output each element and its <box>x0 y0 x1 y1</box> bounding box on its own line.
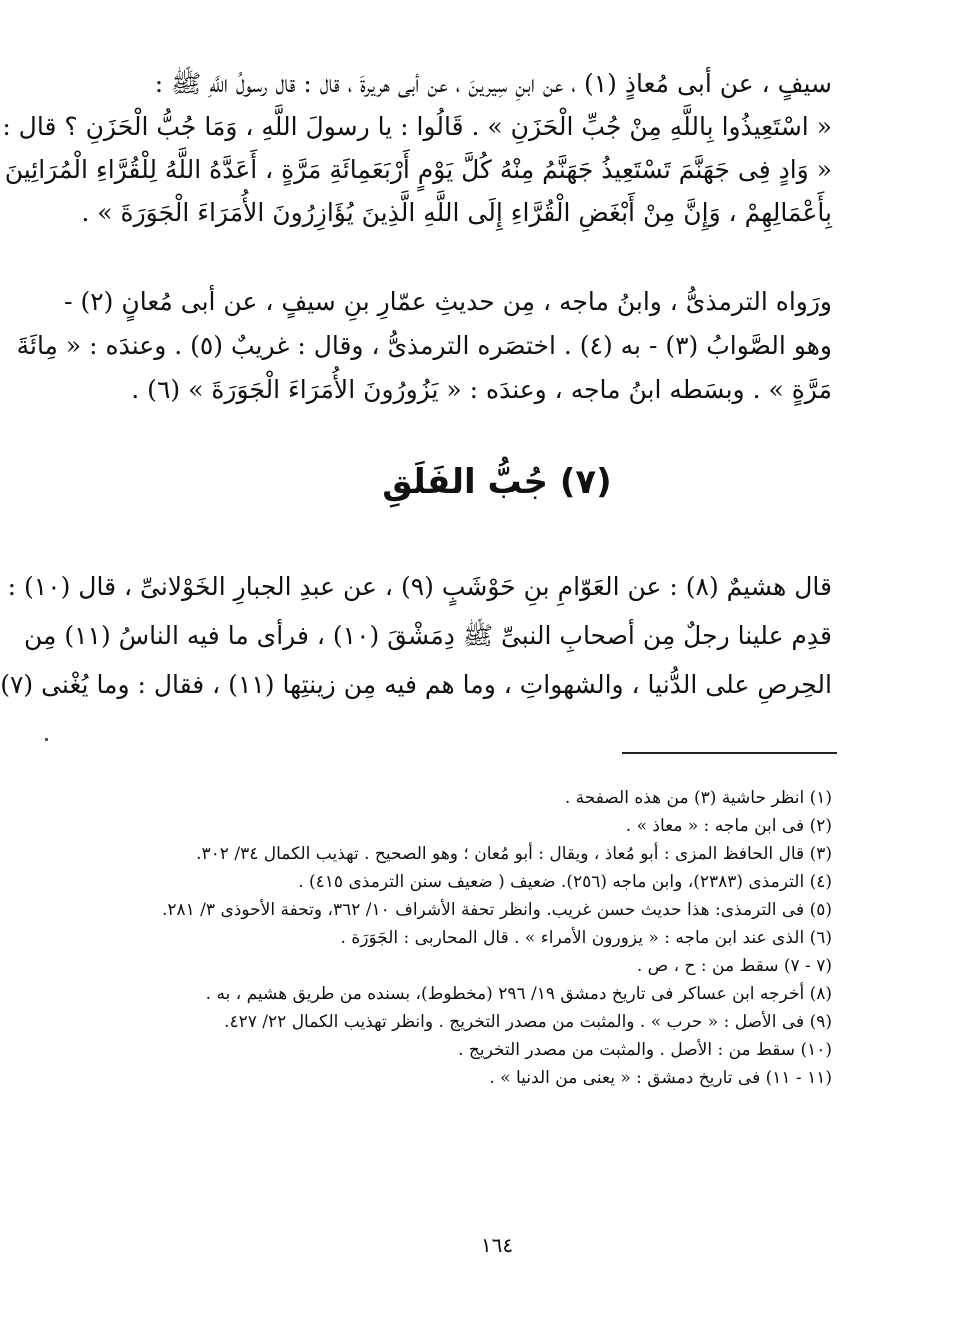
text-line: « وَادٍ فِى جَهَنَّمَ تَسْتَعِيذُ جَهَنَّمُ مِنْهُ كُلَّ يَوْمٍ أَرْبَعَمِائَةِ مَرَّةٍ ، أَعَدَّهُ اللَّهُ لِلْقُرَّاءِ الْمُرَائِينَ <box>4 155 832 184</box>
page-number: ١٦٤ <box>480 1233 514 1257</box>
paragraph-hadith <box>2 62 832 234</box>
footnote: (٧ - ٧) سقط من : ح ، ص . <box>636 956 832 976</box>
footnote: (٨) أخرجه ابن عساكر فى تاريخ دمشق ١٩/ ٢٩٦ (مخطوط)، بسنده من طريق هشيم ، به . <box>205 984 832 1004</box>
footnotes-list <box>132 784 832 1092</box>
scan-speck <box>45 738 48 741</box>
footnote-separator <box>622 752 837 754</box>
footnote: (٦) الذى عند ابن ماجه : « يزورون الأمراء » . قال المحاربى : الجَوَرَة . <box>340 928 832 948</box>
section-heading: (٧) جُبُّ الفَلَقِ <box>382 462 612 502</box>
footnote: (٩) فى الأصل : « حرب » . والمثبت من مصدر التخريج . وانظر تهذيب الكمال ٢٢/ ٤٢٧. <box>224 1012 832 1032</box>
footnote: (٣) قال الحافظ المزى : أبو مُعاذ ، ويقال : أبو مُعان ؛ وهو الصحيح . تهذيب الكمال ٣٤/ ٣٠٢. <box>196 844 832 864</box>
text-line: الحِرصِ على الدُّنيا ، والشهواتِ ، وما هم فيه مِن زينتِها (١١) ، فقال : وما يُغْنى (٧) <box>0 670 832 699</box>
footnote: (١١ - ١١) فى تاريخ دمشق : « يعنى من الدنيا » . <box>489 1068 832 1088</box>
text-line: وهو الصَّوابُ (٣) - به (٤) . اختصَره الترمذىُّ ، وقال : غريبٌ (٥) . وعندَه : « مِائَةَ <box>16 331 832 360</box>
text-line: « اسْتَعِيذُوا بِاللَّهِ مِنْ جُبِّ الْحَزَنِ » . قَالُوا : يا رسولَ اللَّهِ ، وَمَا جُبُّ الْحَزَنِ ؟ قال : <box>2 112 832 141</box>
footnote: (٢) فى ابن ماجه : « معاذ » . <box>625 816 832 836</box>
footnote: (٤) الترمذى (٢٣٨٣)، وابن ماجه (٢٥٦). ضعيف ( ضعيف سنن الترمذى ٤١٥) . <box>298 872 832 892</box>
text-line: ورَواه الترمذىُّ ، وابنُ ماجه ، مِن حديثِ عمّارِ بنِ سيفٍ ، عن أبى مُعانٍ (٢) - <box>64 287 832 316</box>
text-line: مَرَّةٍ » . وبسَطه ابنُ ماجه ، وعندَه : « يَزُورُونَ الأُمَرَاءَ الْجَوَرَةَ » (٦) . <box>131 375 832 404</box>
paragraph-takhrij <box>16 280 832 412</box>
footnote: (٥) فى الترمذى: هذا حديث حسن غريب. وانظر تحفة الأشراف ١٠/ ٣٦٢، وتحفة الأحوذى ٣/ ٢٨١. <box>161 900 832 920</box>
footnote: (١) انظر حاشية (٣) من هذه الصفحة . <box>564 788 832 808</box>
text-line: قال هشيمٌ (٨) : عن العَوّامِ بنِ حَوْشَبٍ (٩) ، عن عبدِ الجبارِ الخَوْلانىِّ ، قال (١٠) : <box>7 572 832 601</box>
text-line: قدِم علينا رجلٌ مِن أصحابِ النبىِّ ﷺ دِمَشْقَ (١٠) ، فرأى ما فيه الناسُ (١١) مِن <box>23 621 832 650</box>
footnote: (١٠) سقط من : الأصل . والمثبت من مصدر التخريج . <box>458 1040 832 1060</box>
text-line: سيفٍ ، عن أبى مُعاذٍ (١) ، عن ابنِ سِيرينَ ، عن أبى هريرةَ ، قال : قال رسولُ اللَّهِ ﷺ : <box>154 69 832 98</box>
text-line: بِأَعْمَالِهِمْ ، وَإِنَّ مِنْ أَبْغَضِ الْقُرَّاءِ إِلَى اللَّهِ الَّذِينَ يُؤَازِرُونَ الأُمَرَاءَ الْجَوَرَةَ » . <box>81 198 832 227</box>
paragraph-section-body <box>0 562 832 709</box>
